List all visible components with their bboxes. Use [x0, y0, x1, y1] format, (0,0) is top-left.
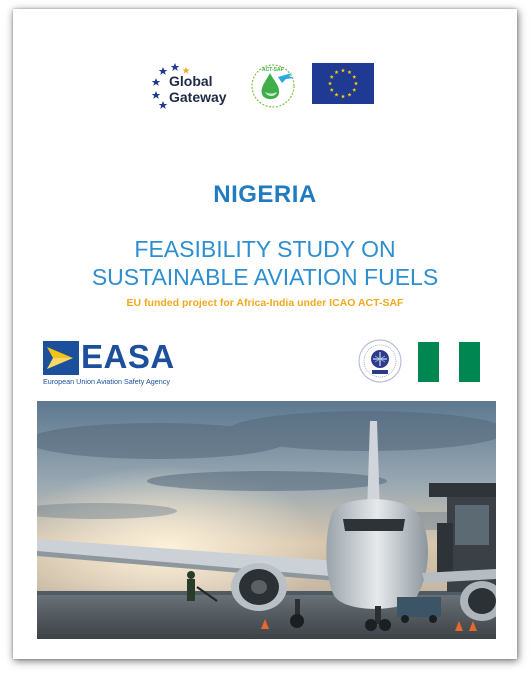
eu-star: [347, 70, 351, 74]
eu-star: [330, 75, 334, 79]
eu-star: [341, 94, 345, 98]
flag-stripe-left: [418, 342, 439, 382]
eu-flag-icon: [312, 63, 374, 104]
eu-star: [334, 93, 338, 97]
country-heading: NIGERIA: [213, 181, 317, 208]
act-saf-label: ACT-SAF: [262, 67, 284, 73]
global-gateway-line1: Global: [169, 73, 213, 89]
easa-logo: [43, 338, 178, 389]
eu-star: [341, 68, 345, 72]
ncaa-seal-icon: [358, 339, 402, 383]
easa-emblem-icon: [43, 341, 79, 375]
eu-star: [328, 81, 332, 85]
eu-star: [347, 93, 351, 97]
global-gateway-wordmark: [169, 73, 227, 105]
drop-plane-icon: [248, 61, 298, 109]
eu-star: [330, 88, 334, 92]
easa-full-name: European Union Aviation Safety Agency: [43, 377, 170, 386]
eu-star: [354, 81, 358, 85]
nigeria-flag-icon: [418, 342, 480, 382]
title-line-2: SUSTAINABLE AVIATION FUELS: [91, 264, 439, 290]
flag-stripe-right: [459, 342, 480, 382]
eu-star: [334, 70, 338, 74]
flag-stripe-middle: [439, 342, 460, 382]
report-title: [13, 235, 517, 291]
eu-flag: [312, 63, 374, 104]
global-gateway-logo: [151, 61, 243, 109]
eu-star: [352, 75, 356, 79]
report-cover: [13, 9, 517, 659]
global-gateway-line2: Gateway: [169, 89, 227, 105]
eu-star: [352, 88, 356, 92]
report-subtitle: EU funded project for Africa-India under ICAO ACT-SAF: [126, 297, 404, 309]
airplane-at-gate-photo: [37, 401, 496, 639]
easa-wordmark: EASA: [81, 338, 175, 375]
title-line-1: FEASIBILITY STUDY ON: [134, 236, 396, 262]
